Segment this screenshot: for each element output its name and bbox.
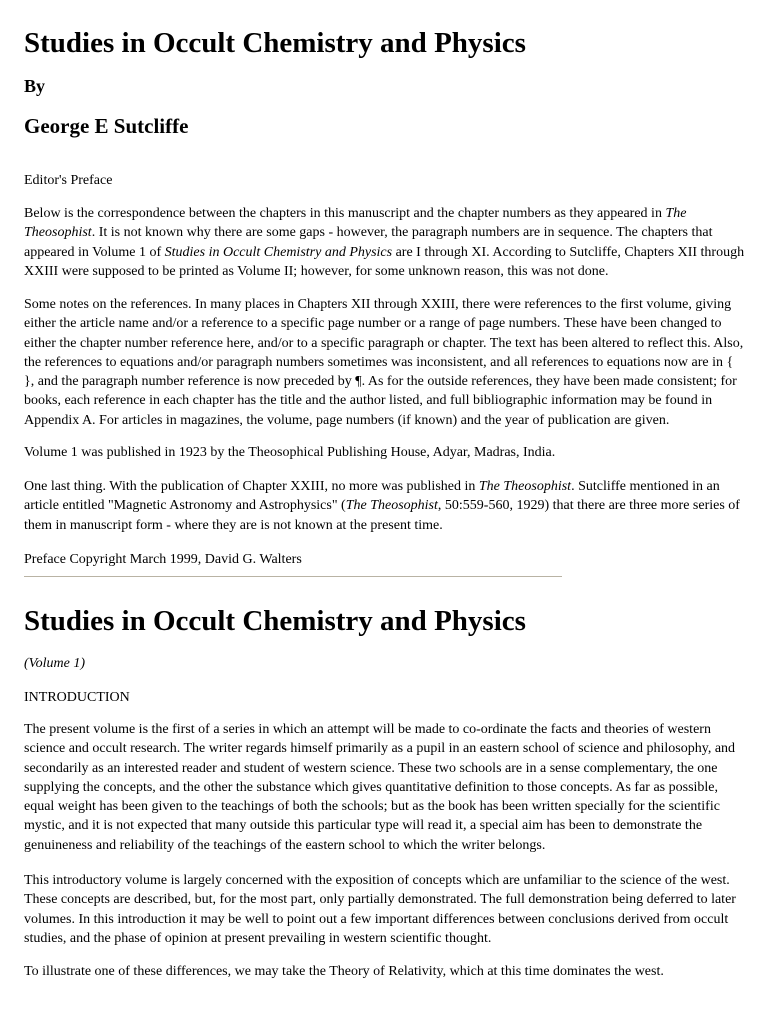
byline-label: By (24, 76, 46, 96)
preface-paragraph-3: Volume 1 was published in 1923 by the Theosophical Publishing House, Adyar, Madras, India. (24, 445, 556, 460)
preface-heading: Editor's Preface (24, 173, 113, 188)
introduction-paragraph-2: This introductory volume is largely concerned with the exposition of concepts which are unfamiliar to the science of the west. These concepts are described, but, for the most part, only partially demonstrated. The full demonstration being deferred to later volumes. In this introduction it may be well to point out a few important differences between conclusions derived from occult studies, and the phase of opinion at present prevailing in western scientific thought. (24, 873, 736, 946)
introduction-heading: INTRODUCTION (24, 690, 130, 705)
preface-p1-text-1: Below is the correspondence between the chapters in this manuscript and the chapter numbers as they appeared in (24, 206, 666, 221)
preface-paragraph-1 (24, 204, 746, 281)
preface-p1-text-2: . It is not known why there are some gaps - however, the paragraph numbers are in sequence. The chapters that appeared in Volume 1 of (24, 225, 713, 260)
introduction-paragraph-1: The present volume is the first of a series in which an attempt will be made to co-ordinate the facts and theories of western science and occult research. The writer regards himself primarily as a pupil in an eastern school of science and philosophy, and secondarily as an interested reader and student of western science. These two schools are in a sense complementary, the one supplying the concepts, and the other the substance which gives quantitative definition to those concepts. As far as possible, equal weight has been given to the teachings of both the schools; but as the book has been written specially for the scientific mystic, and it is not expected that many outside this particular type will read it, a special aim has been to demonstrate the genuineness and reliability of the teachings of the eastern school to which the writer belongs. (24, 722, 736, 853)
preface-paragraph-2: Some notes on the references. In many places in Chapters XII through XXIII, there were references to the first volume, giving either the article name and/or a reference to a specific page number or a range of page numbers. These have been changed to either the chapter number reference here, and/or to a specific paragraph or chapter. The text has been altered to reflect this. Also, the references to equations and/or paragraph numbers sometimes was inconsistent, and all references to equations now are in { }, and the paragraph number reference is now preceded by ¶. As for the outside references, they have been made consistent; for books, each reference in each chapter has the title and the author listed, and full bibliographic information may be found in Appendix A. For articles in magazines, the volume, page numbers (if known) and the year of publication are given. (24, 297, 744, 428)
preface-p1-journal-title: The Theosophist (24, 206, 687, 241)
volume-subtitle: (Volume 1) (24, 656, 86, 671)
preface-p4-journal-title-2: The Theosophist (345, 498, 438, 514)
preface-p4-text-1: One last thing. With the publication of Chapter XXIII, no more was published in (24, 479, 479, 494)
volume-title: Studies in Occult Chemistry and Physics (24, 605, 526, 637)
introduction-paragraph-3: To illustrate one of these differences, we may take the Theory of Relativity, which at this time dominates the west. (24, 964, 664, 979)
preface-copyright: Preface Copyright March 1999, David G. Walters (24, 552, 302, 567)
section-divider (24, 576, 562, 577)
preface-p4-text-3: , 50:559-560, 1929) that there are three more series of them in manuscript form - where they are is not known at the present time. (24, 498, 740, 533)
preface-paragraph-4 (24, 477, 746, 535)
preface-p4-text-2: . Sutcliffe mentioned in an article entitled "Magnetic Astronomy and Astrophysics" ( (24, 479, 720, 514)
preface-p1-book-title: Studies in Occult Chemistry and Physics (164, 244, 393, 260)
preface-p4-journal-title-1: The Theosophist (478, 479, 572, 494)
author-name: George E Sutcliffe (24, 114, 189, 138)
document-title: Studies in Occult Chemistry and Physics (24, 27, 526, 59)
preface-p1-text-3: are I through XI. According to Sutcliffe, Chapters XII through XXIII were supposed to be printed as Volume II; however, for some unknown reason, this was not done. (24, 244, 745, 279)
